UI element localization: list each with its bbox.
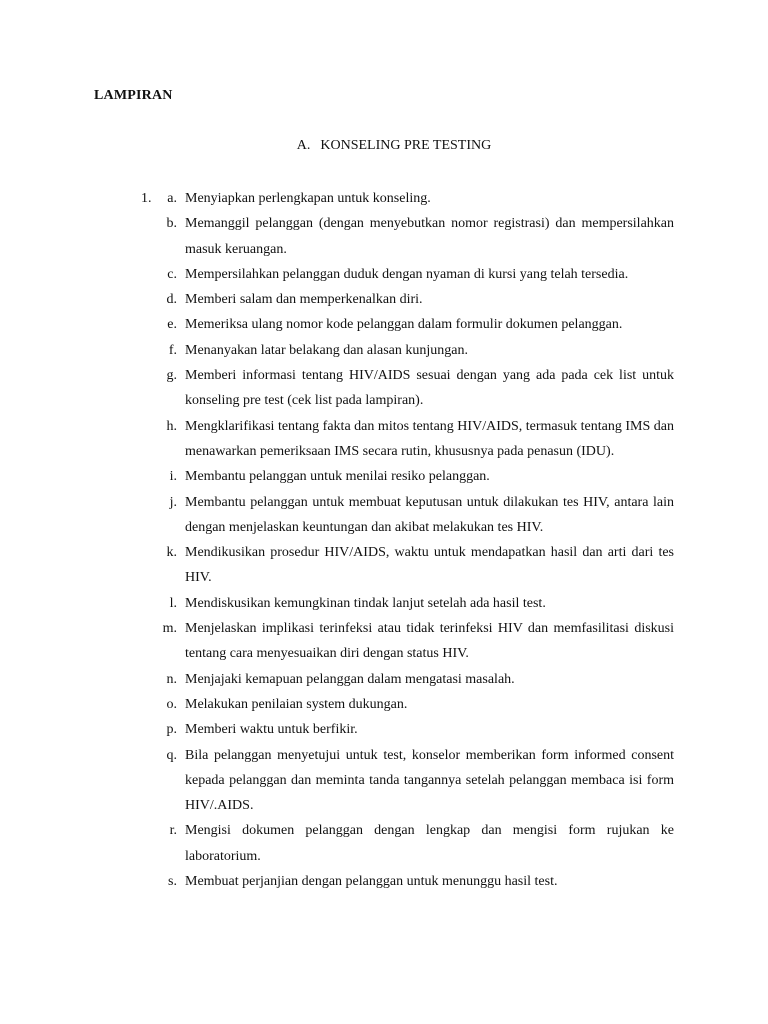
list-item-text: Memberi waktu untuk berfikir. [185, 722, 358, 738]
list-number: 1. [141, 191, 152, 206]
list-item [0, 186, 768, 211]
list-item-text: Membantu pelanggan untuk menilai resiko pelanggan. [185, 469, 490, 485]
section-letter: A. [296, 138, 311, 153]
list-item [0, 591, 768, 616]
list-item-marker: m. [162, 621, 177, 637]
list-item-text: Bila pelanggan menyetujui untuk test, konselor memberikan form informed consent kepada pelanggan dan meminta tanda tangannya setelah pelanggan membaca isi form HIV/.AIDS. [185, 747, 674, 814]
list-item [0, 414, 768, 465]
list-item [0, 667, 768, 692]
list-item-text: Menjelaskan implikasi terinfeksi atau tidak terinfeksi HIV dan memfasilitasi diskusi tentang cara menyesuaikan diri dengan status HIV. [185, 621, 674, 662]
list-item-marker: b. [166, 216, 177, 232]
list-item [0, 692, 768, 717]
list-item [0, 338, 768, 363]
list-item-text: Mendiskusikan kemungkinan tindak lanjut setelah ada hasil test. [185, 595, 546, 611]
list-item [0, 312, 768, 337]
list-item-text: Memeriksa ulang nomor kode pelanggan dalam formulir dokumen pelanggan. [185, 317, 623, 333]
section-title [0, 138, 768, 154]
list-item-marker: c. [167, 266, 177, 282]
list-item-text: Mengisi dokumen pelanggan dengan lengkap dan mengisi form rujukan ke laboratorium. [185, 823, 674, 864]
document-heading: LAMPIRAN [94, 88, 173, 103]
list-item [0, 363, 768, 414]
procedure-list [0, 186, 768, 894]
list-item-marker: q. [166, 747, 177, 763]
list-item-text: Mengklarifikasi tentang fakta dan mitos tentang HIV/AIDS, termasuk tentang IMS dan menawarkan pemeriksaan IMS secara rutin, khususnya pada penasun (IDU). [185, 418, 674, 459]
list-item-text: Memberi informasi tentang HIV/AIDS sesuai dengan yang ada pada cek list untuk konseling pre test (cek list pada lampiran). [185, 368, 674, 409]
list-item [0, 464, 768, 489]
list-item-marker: f. [168, 342, 177, 358]
list-item-marker: d. [166, 292, 177, 308]
list-item-marker: p. [166, 722, 177, 738]
list-item-marker: h. [166, 418, 177, 434]
list-item-marker: n. [166, 671, 177, 687]
list-item [0, 717, 768, 742]
list-item-marker: k. [166, 545, 177, 561]
list-item-text: Memberi salam dan memperkenalkan diri. [185, 292, 423, 308]
list-item [0, 869, 768, 894]
list-item-text: Mempersilahkan pelanggan duduk dengan nyaman di kursi yang telah tersedia. [185, 266, 629, 282]
list-item [0, 616, 768, 667]
list-item-marker: i. [169, 469, 177, 485]
list-item-marker: g. [166, 368, 177, 384]
list-item-marker: e. [167, 317, 177, 333]
list-item [0, 287, 768, 312]
list-item [0, 743, 768, 819]
list-item-text: Menyiapkan perlengkapan untuk konseling. [185, 191, 431, 206]
list-item [0, 262, 768, 287]
list-item-text: Mendikusikan prosedur HIV/AIDS, waktu untuk mendapatkan hasil dan arti dari tes HIV. [185, 545, 674, 586]
list-item-text: Memanggil pelanggan (dengan menyebutkan nomor registrasi) dan mempersilahkan masuk keruangan. [185, 216, 674, 257]
list-item [0, 540, 768, 591]
list-item-marker: o. [166, 696, 177, 712]
list-item-text: Membuat perjanjian dengan pelanggan untuk menunggu hasil test. [185, 874, 558, 890]
list-item [0, 490, 768, 541]
list-item [0, 211, 768, 262]
list-item-marker: a. [167, 191, 177, 206]
section-title-text: KONSELING PRE TESTING [320, 138, 492, 153]
list-item-marker: l. [169, 595, 177, 611]
list-item-text: Menjajaki kemapuan pelanggan dalam mengatasi masalah. [185, 671, 515, 687]
list-item-text: Menanyakan latar belakang dan alasan kunjungan. [185, 342, 469, 358]
list-item-text: Membantu pelanggan untuk membuat keputusan untuk dilakukan tes HIV, antara lain dengan menjelaskan keuntungan dan akibat melakukan tes HIV. [185, 494, 674, 535]
list-item-marker: j. [169, 494, 177, 510]
list-item-marker: r. [169, 823, 177, 839]
list-item-marker: s. [168, 874, 177, 890]
list-item [0, 818, 768, 869]
list-item-text: Melakukan penilaian system dukungan. [185, 696, 408, 712]
